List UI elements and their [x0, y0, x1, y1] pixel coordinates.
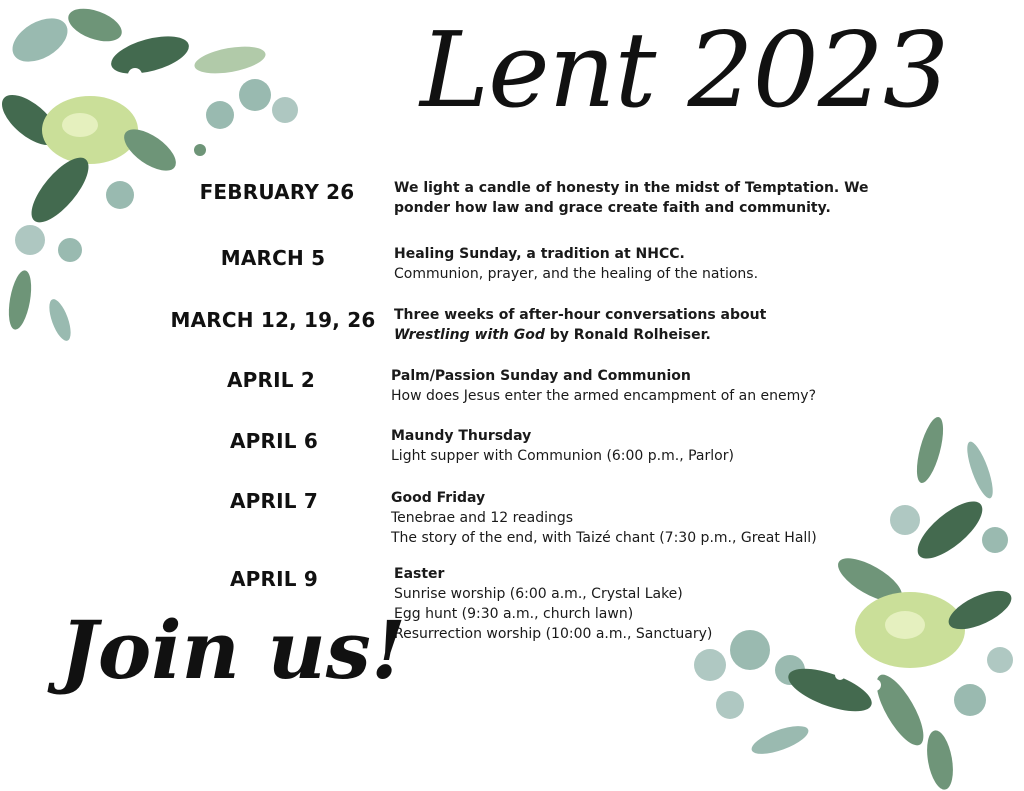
book-title: Wrestling with God: [394, 327, 545, 343]
event-detail-line: Communion, prayer, and the healing of the nations.: [394, 266, 759, 282]
event-date-mar-5: MARCH 5: [220, 246, 326, 270]
event-heading-line: Three weeks of after-hour conversations about: [394, 307, 767, 323]
poster-title: Lent 2023: [420, 9, 949, 131]
event-detail-line: Sunrise worship (6:00 a.m., Crystal Lake): [394, 586, 683, 602]
event-date-apr-9: APRIL 9: [229, 567, 318, 591]
event-desc-mar-12-19-26: [394, 305, 766, 345]
event-desc-apr-2: [391, 366, 816, 406]
event-desc-feb-26: [394, 178, 869, 218]
event-heading-line: Easter: [394, 566, 445, 582]
event-desc-apr-6: [391, 426, 734, 466]
event-heading-line: ponder how law and grace create faith and community.: [394, 200, 831, 216]
event-detail-line: Egg hunt (9:30 a.m., church lawn): [394, 606, 634, 622]
event-detail-line: How does Jesus enter the armed encampment of an enemy?: [391, 388, 817, 404]
event-date-apr-2: APRIL 2: [226, 368, 315, 392]
event-heading-line: Healing Sunday, a tradition at NHCC.: [394, 246, 685, 262]
foliage-bottom-right-decoration: [680, 410, 1024, 791]
event-heading-line: We light a candle of honesty in the midst of Temptation. We: [394, 180, 869, 196]
event-detail-line: Tenebrae and 12 readings: [391, 510, 574, 526]
event-heading-line: Palm/Passion Sunday and Communion: [391, 368, 691, 384]
event-desc-mar-5: [394, 244, 758, 284]
event-heading-line: Maundy Thursday: [391, 428, 532, 444]
event-date-apr-6: APRIL 6: [229, 429, 318, 453]
book-author: by Ronald Rolheiser.: [544, 327, 711, 343]
event-book-line: [394, 325, 766, 345]
event-date-feb-26: FEBRUARY 26: [199, 180, 355, 204]
event-desc-apr-9: [394, 564, 712, 644]
event-desc-apr-7: [391, 488, 817, 548]
event-detail-line: Resurrection worship (10:00 a.m., Sanctuary): [394, 626, 713, 642]
foliage-top-left-decoration: [0, 0, 320, 350]
event-heading-line: Good Friday: [391, 490, 486, 506]
event-date-mar-12-19-26: MARCH 12, 19, 26: [170, 308, 376, 332]
event-detail-line: Light supper with Communion (6:00 p.m., Parlor): [391, 448, 734, 464]
join-us-closing: Join us!: [60, 603, 406, 697]
event-date-apr-7: APRIL 7: [229, 489, 318, 513]
event-detail-line: The story of the end, with Taizé chant (7:30 p.m., Great Hall): [391, 530, 817, 546]
